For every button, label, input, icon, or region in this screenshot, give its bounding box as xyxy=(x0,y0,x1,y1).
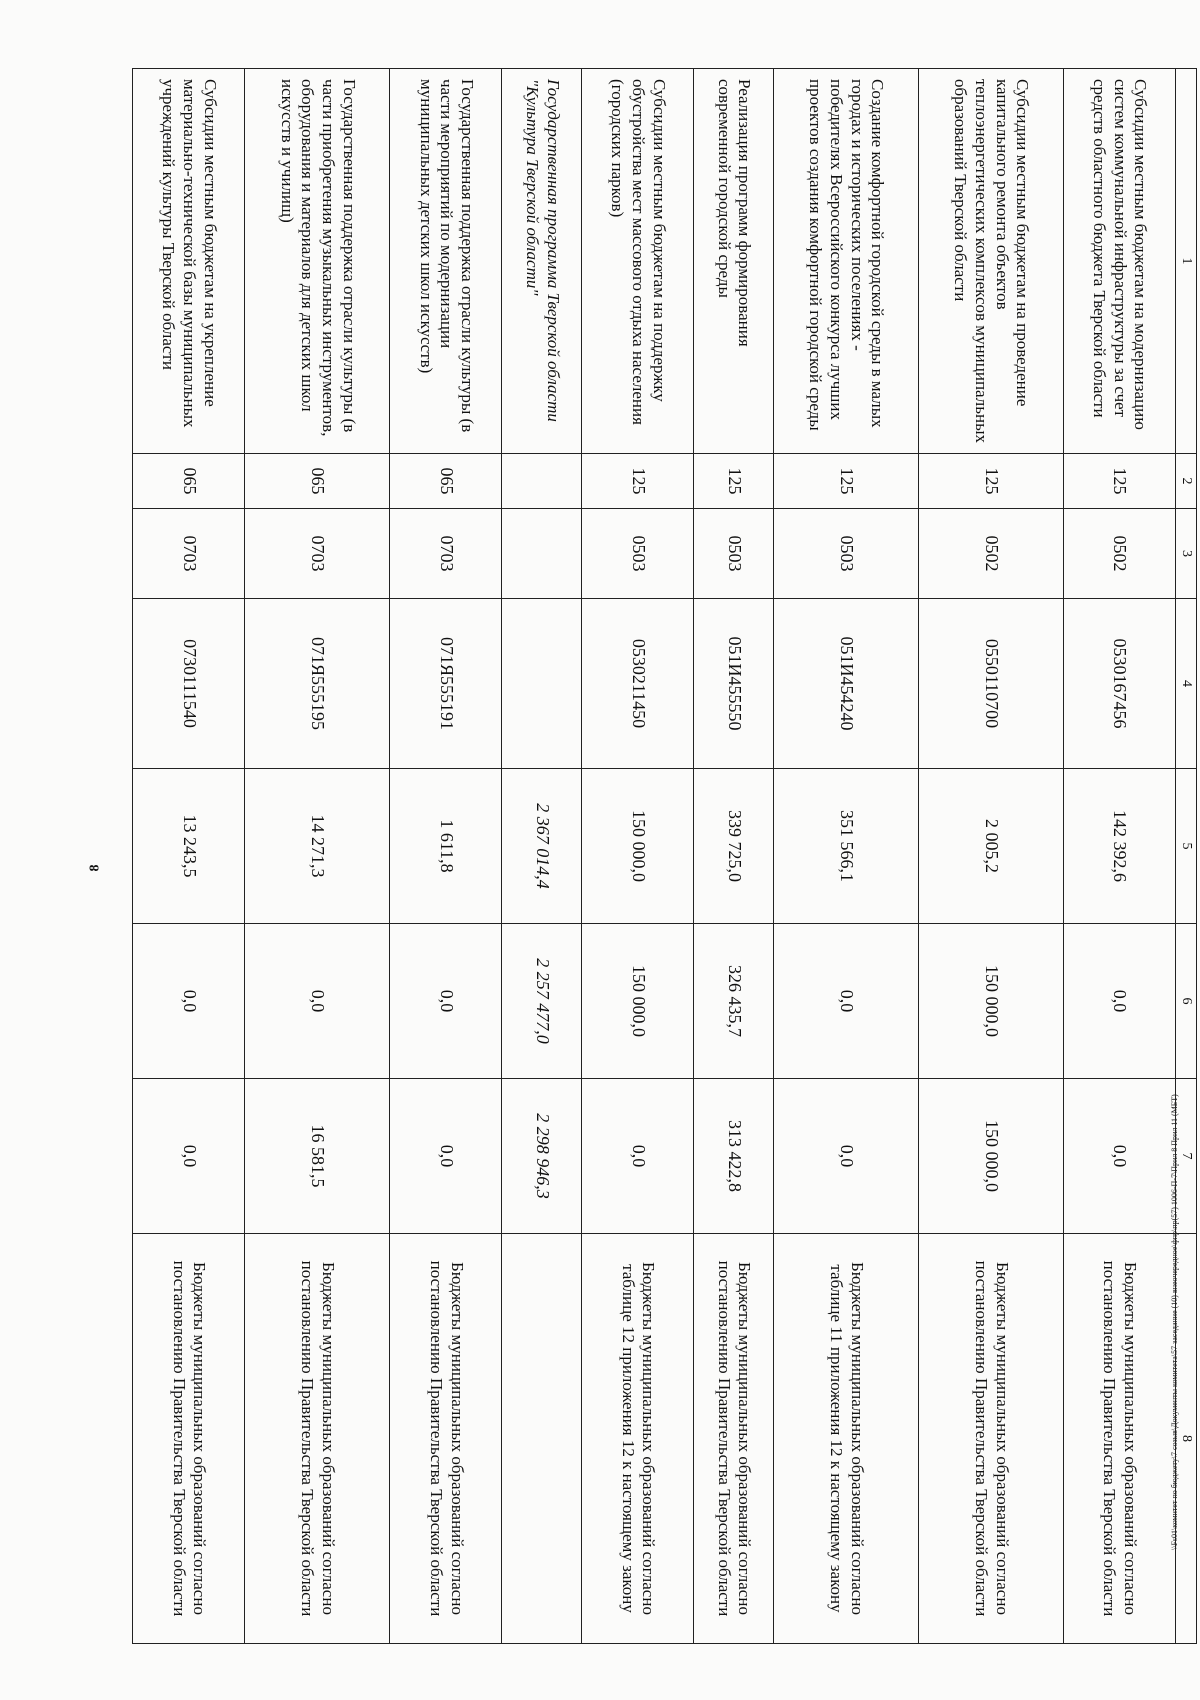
row-name-cell: Государственная поддержка отрасли культуры (в части приобретения музыкальных инструментов, оборудования и материалов для детских школ искусств и училищ) xyxy=(245,69,390,454)
amount-year2-cell: 0,0 xyxy=(133,924,245,1079)
table-row xyxy=(245,69,390,1644)
amount-year2-cell: 0,0 xyxy=(1063,924,1175,1079)
column-number: 7 xyxy=(1176,1079,1197,1234)
target-article-cell: 0530167456 xyxy=(1063,599,1175,769)
row-name-cell: Субсидии местным бюджетам на модернизацию систем коммунальной инфраструктуры за счет средств областного бюджета Тверской области xyxy=(1063,69,1175,454)
distribution-basis-cell: Бюджеты муниципальных образований согласно постановлению Правительства Тверской области xyxy=(918,1234,1063,1644)
column-number: 4 xyxy=(1176,599,1197,769)
section-code-cell: 0502 xyxy=(1063,509,1175,599)
amount-year2-cell: 0,0 xyxy=(390,924,502,1079)
section-code-cell: 0703 xyxy=(133,509,245,599)
amount-year3-cell: 16 581,5 xyxy=(245,1079,390,1234)
amount-year1-cell: 339 725,0 xyxy=(694,769,774,924)
ved-code-cell: 125 xyxy=(582,454,694,509)
section-code-cell xyxy=(502,509,582,599)
page-number: 8 xyxy=(87,864,103,872)
amount-year1-cell: 14 271,3 xyxy=(245,769,390,924)
row-name-cell: Государственная поддержка отрасли культуры (в части мероприятий по модернизации муниципальных детских школ искусств) xyxy=(390,69,502,454)
amount-year3-cell: 0,0 xyxy=(133,1079,245,1234)
amount-year2-cell: 2 257 477,0 xyxy=(502,924,582,1079)
column-number: 5 xyxy=(1176,769,1197,924)
row-name-cell: Субсидии местным бюджетам на проведение капитального ремонта объектов теплоэнергетических комплексов муниципальных образований Тверской области xyxy=(918,69,1063,454)
amount-year1-cell: 2 367 014,4 xyxy=(502,769,582,924)
amount-year1-cell: 13 243,5 xyxy=(133,769,245,924)
column-number: 8 xyxy=(1176,1234,1197,1644)
amount-year3-cell: 0,0 xyxy=(390,1079,502,1234)
amount-year3-cell: 0,0 xyxy=(1063,1079,1175,1234)
amount-year3-cell: 0,0 xyxy=(773,1079,918,1234)
table-row xyxy=(390,69,502,1644)
section-code-cell: 0503 xyxy=(694,509,774,599)
ved-code-cell: 065 xyxy=(390,454,502,509)
distribution-basis-cell: Бюджеты муниципальных образований согласно постановлению Правительства Тверской области xyxy=(1063,1234,1175,1644)
ved-code-cell: 125 xyxy=(694,454,774,509)
section-code-cell: 0703 xyxy=(390,509,502,599)
amount-year3-cell: 313 422,8 xyxy=(694,1079,774,1234)
table-row xyxy=(694,69,774,1644)
row-name-cell: Субсидии местным бюджетам на укрепление материально-технической базы муниципальных учреждений культуры Тверской области xyxy=(133,69,245,454)
subsidies-table xyxy=(132,68,1197,1644)
amount-year3-cell: 0,0 xyxy=(582,1079,694,1234)
target-article-cell: 0530211450 xyxy=(582,599,694,769)
row-name-cell: Создание комфортной городской среды в малых городах и исторических поселениях - победителях Всероссийского конкурса лучших проектов создания комфортной городской среды xyxy=(773,69,918,454)
amount-year1-cell: 142 392,6 xyxy=(1063,769,1175,924)
amount-year1-cell: 1 611,8 xyxy=(390,769,502,924)
table-row xyxy=(918,69,1063,1644)
target-article-cell: 0730111540 xyxy=(133,599,245,769)
target-article-cell: 0550110700 xyxy=(918,599,1063,769)
table-row xyxy=(773,69,918,1644)
column-number: 3 xyxy=(1176,509,1197,599)
distribution-basis-cell: Бюджеты муниципальных образований согласно постановлению Правительства Тверской области xyxy=(133,1234,245,1644)
amount-year1-cell: 2 005,2 xyxy=(918,769,1063,924)
table-row xyxy=(1063,69,1175,1644)
section-code-cell: 0503 xyxy=(582,509,694,599)
section-code-cell: 0502 xyxy=(918,509,1063,599)
table-row xyxy=(502,69,582,1644)
target-article-cell: 051И454240 xyxy=(773,599,918,769)
target-article-cell: 071Я555191 xyxy=(390,599,502,769)
table-row xyxy=(133,69,245,1644)
target-article-cell xyxy=(502,599,582,769)
amount-year3-cell: 150 000,0 xyxy=(918,1079,1063,1234)
footer-file-path: \\Fs01\комитет по бюджету\7 созыв\Документы комитета\57 заседание (10) внеочередное\фпр\пр(57) 1006-П-7\Прил 8 Прил 11 (МБТ) xyxy=(1170,1094,1179,1550)
amount-year3-cell: 2 298 946,3 xyxy=(502,1079,582,1234)
amount-year2-cell: 150 000,0 xyxy=(582,924,694,1079)
amount-year2-cell: 150 000,0 xyxy=(918,924,1063,1079)
distribution-basis-cell: Бюджеты муниципальных образований согласно постановлению Правительства Тверской области xyxy=(245,1234,390,1644)
column-number: 6 xyxy=(1176,924,1197,1079)
amount-year2-cell: 0,0 xyxy=(245,924,390,1079)
ved-code-cell: 065 xyxy=(133,454,245,509)
column-number: 1 xyxy=(1176,69,1197,454)
rotated-table-wrapper xyxy=(132,68,1197,1643)
ved-code-cell: 125 xyxy=(918,454,1063,509)
ved-code-cell xyxy=(502,454,582,509)
amount-year2-cell: 0,0 xyxy=(773,924,918,1079)
section-code-cell: 0703 xyxy=(245,509,390,599)
target-article-cell: 051И455550 xyxy=(694,599,774,769)
distribution-basis-cell: Бюджеты муниципальных образований согласно постановлению Правительства Тверской области xyxy=(694,1234,774,1644)
section-code-cell: 0503 xyxy=(773,509,918,599)
row-name-cell: Субсидии местным бюджетам на поддержку обустройства мест массового отдыха населения (городских парков) xyxy=(582,69,694,454)
distribution-basis-cell: Бюджеты муниципальных образований согласно постановлению Правительства Тверской области xyxy=(390,1234,502,1644)
ved-code-cell: 065 xyxy=(245,454,390,509)
distribution-basis-cell: Бюджеты муниципальных образований согласно таблице 12 приложения 12 к настоящему закону xyxy=(582,1234,694,1644)
amount-year1-cell: 351 566,1 xyxy=(773,769,918,924)
distribution-basis-cell xyxy=(502,1234,582,1644)
distribution-basis-cell: Бюджеты муниципальных образований согласно таблице 11 приложения 12 к настоящему закону xyxy=(773,1234,918,1644)
amount-year1-cell: 150 000,0 xyxy=(582,769,694,924)
row-name-cell: Реализация программ формирования современной городской среды xyxy=(694,69,774,454)
row-name-cell: Государственная программа Тверской области "Культура Тверской области" xyxy=(502,69,582,454)
target-article-cell: 071Я555195 xyxy=(245,599,390,769)
column-number: 2 xyxy=(1176,454,1197,509)
ved-code-cell: 125 xyxy=(1063,454,1175,509)
ved-code-cell: 125 xyxy=(773,454,918,509)
table-row xyxy=(582,69,694,1644)
amount-year2-cell: 326 435,7 xyxy=(694,924,774,1079)
